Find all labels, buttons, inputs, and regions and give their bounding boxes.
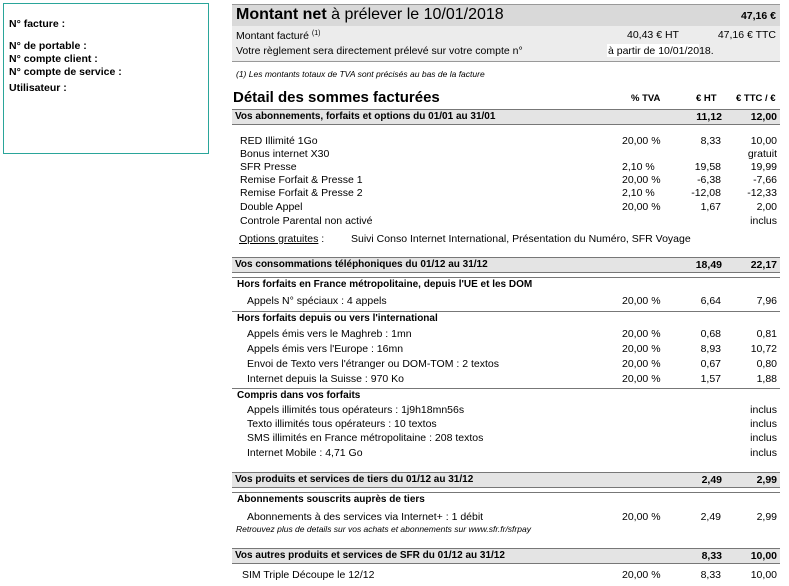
row-ttc: 19,99: [750, 161, 777, 173]
row-ht: 6,64: [700, 295, 721, 307]
consumption-row: [232, 358, 780, 372]
net-amount-title-date: à prélever le 10/01/2018: [326, 6, 504, 23]
row-ttc: 10,72: [750, 343, 777, 355]
mobile-number-label: N° de portable :: [9, 40, 87, 52]
group-off-plan-international: Hors forfaits depuis ou vers l'international: [237, 313, 438, 324]
row-ht: 8,93: [700, 343, 721, 355]
row-label: SFR Presse: [240, 161, 297, 173]
section-subscriptions-ttc: 12,00: [750, 111, 777, 123]
subscription-row: [232, 215, 780, 229]
free-options-link: Options gratuites: [239, 233, 319, 245]
row-tva: 20,00 %: [622, 511, 661, 523]
detail-title: Détail des sommes facturées: [233, 89, 440, 106]
service-account-label: N° compte de service :: [9, 66, 122, 78]
row-tva: 20,00 %: [622, 343, 661, 355]
section-subscriptions-title: Vos abonnements, forfaits et options du 01/01 au 31/01: [235, 111, 496, 122]
section-other-sfr-ht: 8,33: [701, 550, 722, 562]
net-amount-band: [232, 4, 780, 26]
third-party-row: [232, 511, 780, 525]
section-consumption-title: Vos consommations téléphoniques du 01/12 au 31/12: [235, 259, 488, 270]
divider: [232, 311, 780, 312]
client-account-label: N° compte client :: [9, 53, 98, 65]
section-third-party-title: Vos produits et services de tiers du 01/12 au 31/12: [235, 474, 474, 485]
row-label: Remise Forfait & Presse 2: [240, 187, 363, 199]
section-subscriptions-ht: 11,12: [696, 111, 722, 123]
row-tva: 20,00 %: [622, 373, 661, 385]
section-consumption-ttc: 22,17: [750, 259, 777, 271]
section-third-party: [232, 472, 780, 488]
row-label: Double Appel: [240, 201, 303, 213]
row-ht: 0,68: [700, 328, 721, 340]
row-label: Appels illimités tous opérateurs : 1j9h18mn56s: [247, 404, 465, 416]
included-row: [232, 432, 780, 446]
subscription-row: [232, 161, 780, 175]
row-ttc: inclus: [750, 404, 777, 416]
section-third-party-ttc: 2,99: [756, 474, 777, 486]
row-ttc: inclus: [750, 215, 777, 227]
section-other-sfr: [232, 548, 780, 564]
row-ttc: 10,00: [750, 135, 777, 147]
group-off-plan-france: Hors forfaits en France métropolitaine, depuis l'UE et les DOM: [237, 279, 533, 290]
row-tva: 20,00 %: [622, 295, 661, 307]
row-label: Appels émis vers l'Europe : 16mn: [247, 343, 404, 355]
row-label: Controle Parental non activé: [240, 215, 373, 227]
row-ht: 1,67: [700, 201, 721, 213]
group-included: Compris dans vos forfaits: [237, 390, 361, 401]
group-third-party-subscriptions: Abonnements souscrits auprès de tiers: [237, 494, 425, 505]
row-ht: 0,67: [700, 358, 721, 370]
row-label: Bonus internet X30: [240, 148, 330, 160]
subscription-row: [232, 174, 780, 188]
user-label: Utilisateur :: [9, 82, 67, 94]
row-label: Appels N° spéciaux : 4 appels: [247, 295, 387, 307]
row-label: Abonnements à des services via Internet+ : 1 débit: [247, 511, 484, 523]
included-row: [232, 404, 780, 418]
billed-amount-ht: 40,43 € HT: [627, 29, 679, 41]
section-subscriptions: [232, 109, 780, 125]
divider: [232, 277, 780, 278]
row-ttc: 0,80: [756, 358, 777, 370]
row-label: Remise Forfait & Presse 1: [240, 174, 363, 186]
net-amount-title: [236, 6, 504, 24]
section-other-sfr-ttc: 10,00: [750, 550, 777, 562]
row-label: SIM Triple Découpe le 12/12: [242, 569, 375, 581]
row-ttc: inclus: [750, 447, 777, 459]
net-amount-value: 47,16 €: [740, 10, 776, 22]
row-tva: 20,00 %: [622, 201, 661, 213]
row-tva: 20,00 %: [622, 174, 661, 186]
row-ttc: inclus: [750, 432, 777, 444]
billed-amount-text: Montant facturé: [236, 30, 309, 42]
subscription-row: [232, 135, 780, 149]
free-options-value: Suivi Conso Internet International, Présentation du Numéro, SFR Voyage: [351, 233, 691, 245]
row-ttc: -12,33: [747, 187, 777, 199]
vat-footnote: (1) Les montants totaux de TVA sont précisés au bas de la facture: [236, 69, 485, 79]
row-label: Texto illimités tous opérateurs : 10 textos: [247, 418, 437, 430]
customer-info-box: [3, 3, 209, 154]
row-ht: 8,33: [700, 135, 721, 147]
section-other-sfr-title: Vos autres produits et services de SFR du 01/12 au 31/12: [235, 550, 505, 561]
row-label: Envoi de Texto vers l'étranger ou DOM-TOM : 2 textos: [247, 358, 499, 370]
row-tva: 20,00 %: [622, 135, 661, 147]
row-label: Internet depuis la Suisse : 970 Ko: [247, 373, 405, 385]
net-amount-title-bold: Montant net: [236, 6, 327, 23]
row-tva: 2,10 %: [622, 187, 655, 199]
row-label: Appels émis vers le Maghreb : 1mn: [247, 328, 412, 340]
third-party-note: Retrouvez plus de details sur vos achats et abonnements sur www.sfr.fr/sfrpay: [236, 524, 531, 534]
consumption-row: [232, 328, 780, 342]
billed-amount-label: [236, 30, 320, 42]
subscription-row: [232, 148, 780, 162]
row-ttc: 0,81: [756, 328, 777, 340]
row-tva: 2,10 %: [622, 161, 655, 173]
row-ht: -6,38: [697, 174, 721, 186]
row-tva: 20,00 %: [622, 328, 661, 340]
row-tva: 20,00 %: [622, 358, 661, 370]
subscription-row: [232, 187, 780, 201]
row-ht: 19,58: [694, 161, 721, 173]
row-ht: 1,57: [700, 373, 721, 385]
free-options-label: [239, 233, 324, 245]
row-label: SMS illimités en France métropolitaine : 208 textos: [247, 432, 484, 444]
invoice-number-label: N° facture :: [9, 18, 66, 30]
column-ttc-header: € TTC / €: [736, 93, 776, 104]
column-ht-header: € HT: [696, 93, 717, 104]
section-consumption: [232, 257, 780, 273]
payment-date-text: à partir de 10/01/2018.: [608, 45, 714, 57]
column-tva-header: % TVA: [631, 93, 661, 104]
row-ht: -12,08: [691, 187, 721, 199]
row-ttc: gratuit: [747, 148, 777, 160]
row-ttc: 7,96: [756, 295, 777, 307]
row-ttc: 2,99: [756, 511, 777, 523]
included-row: [232, 418, 780, 432]
row-ttc: -7,66: [753, 174, 777, 186]
row-ttc: 2,00: [756, 201, 777, 213]
divider: [232, 492, 780, 493]
row-tva: 20,00 %: [622, 569, 661, 581]
consumption-row: [232, 373, 780, 387]
other-sfr-row: [232, 569, 780, 583]
row-ttc: inclus: [750, 418, 777, 430]
billed-amount-footnote-ref: (1): [311, 30, 321, 37]
row-ht: 8,33: [700, 569, 721, 581]
divider: [232, 388, 780, 389]
row-ttc: 10,00: [750, 569, 777, 581]
subscription-row: [232, 201, 780, 215]
row-ht: 2,49: [700, 511, 721, 523]
consumption-row: [232, 343, 780, 357]
consumption-row: [232, 295, 780, 309]
billed-amount-ttc: 47,16 € TTC: [717, 29, 776, 41]
section-third-party-ht: 2,49: [701, 474, 722, 486]
row-label: RED Illimité 1Go: [240, 135, 318, 147]
payment-info-text: Votre règlement sera directement prélevé sur votre compte n°: [236, 45, 523, 57]
included-row: [232, 447, 780, 461]
billed-amount-band: [232, 26, 780, 62]
row-label: Internet Mobile : 4,71 Go: [247, 447, 363, 459]
row-ttc: 1,88: [756, 373, 777, 385]
section-consumption-ht: 18,49: [695, 259, 722, 271]
free-options-separator: :: [318, 233, 325, 245]
